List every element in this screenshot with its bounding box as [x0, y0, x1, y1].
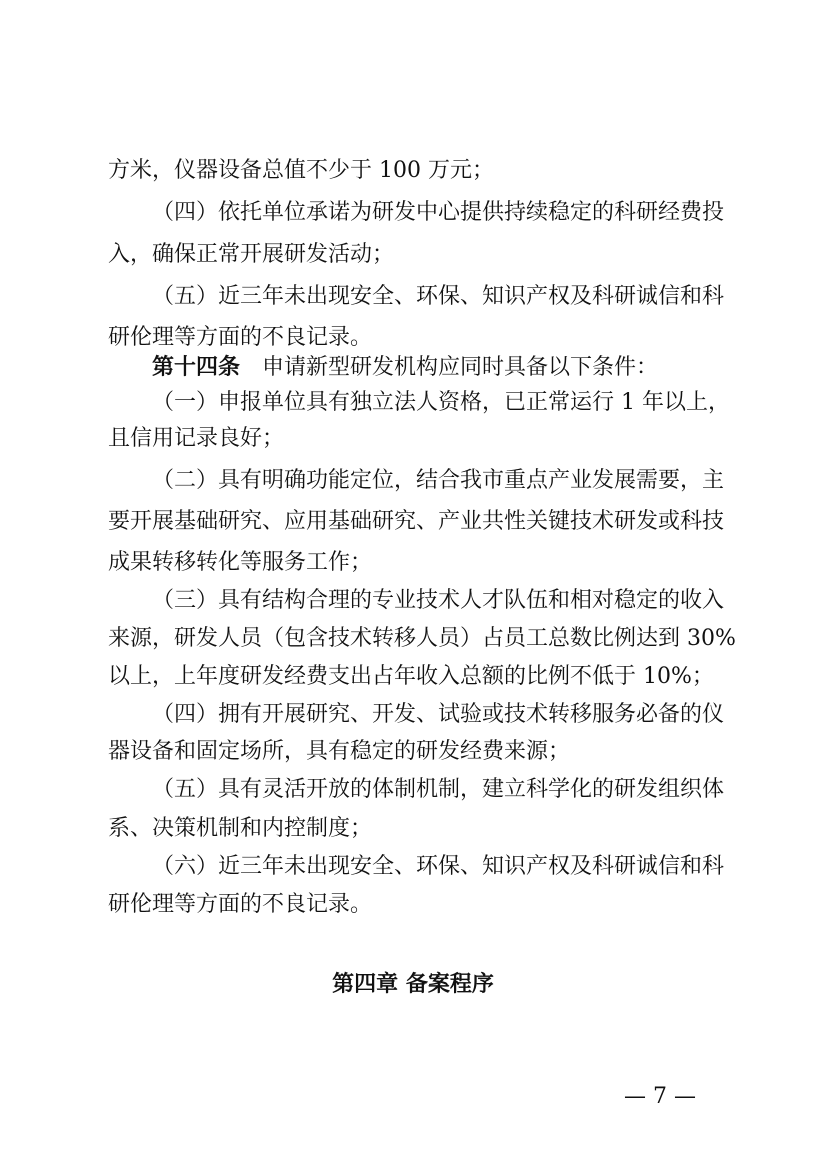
text-line: 研伦理等方面的不良记录。 [108, 892, 373, 917]
text-line: 要开展基础研究、应用基础研究、产业共性关键技术研发或科技 [108, 509, 725, 534]
text-line: 成果转移转化等服务工作； [108, 550, 373, 575]
text-line: （五）具有灵活开放的体制机制，建立科学化的研发组织体 [152, 777, 725, 802]
article-label: 第十四条 [152, 355, 241, 380]
page-number: — 7 — [624, 1084, 696, 1109]
text-line: （四）拥有开展研究、开发、试验或技术转移服务必备的仪 [152, 702, 725, 727]
text-line: 以上，上年度研发经费支出占年收入总额的比例不低于 10%； [108, 664, 714, 689]
chapter-heading: 第四章 备案程序 [332, 972, 494, 997]
text-line: 器设备和固定场所，具有稳定的研发经费来源； [108, 739, 571, 764]
text-line: （三）具有结构合理的专业技术人才队伍和相对稳定的收入 [152, 588, 725, 613]
text-line: 入，确保正常开展研发活动； [108, 242, 395, 267]
article-text: 申请新型研发机构应同时具备以下条件： [262, 355, 659, 380]
text-line: 且信用记录良好； [108, 426, 285, 451]
text-line: （二）具有明确功能定位，结合我市重点产业发展需要，主 [152, 468, 725, 493]
text-line: 来源，研发人员（包含技术转移人员）占员工总数比例达到 30% [108, 626, 736, 651]
text-line: （五）近三年未出现安全、环保、知识产权及科研诚信和科 [152, 284, 725, 309]
text-line: 研伦理等方面的不良记录。 [108, 325, 373, 350]
text-line: （一）申报单位具有独立法人资格，已正常运行 1 年以上， [152, 390, 730, 415]
text-line: 方米，仪器设备总值不少于 100 万元； [108, 158, 494, 183]
text-line: （四）依托单位承诺为研发中心提供持续稳定的科研经费投 [152, 200, 725, 225]
text-line: 系、决策机制和内控制度； [108, 816, 373, 841]
article-line [152, 353, 718, 383]
text-line: （六）近三年未出现安全、环保、知识产权及科研诚信和科 [152, 854, 725, 879]
